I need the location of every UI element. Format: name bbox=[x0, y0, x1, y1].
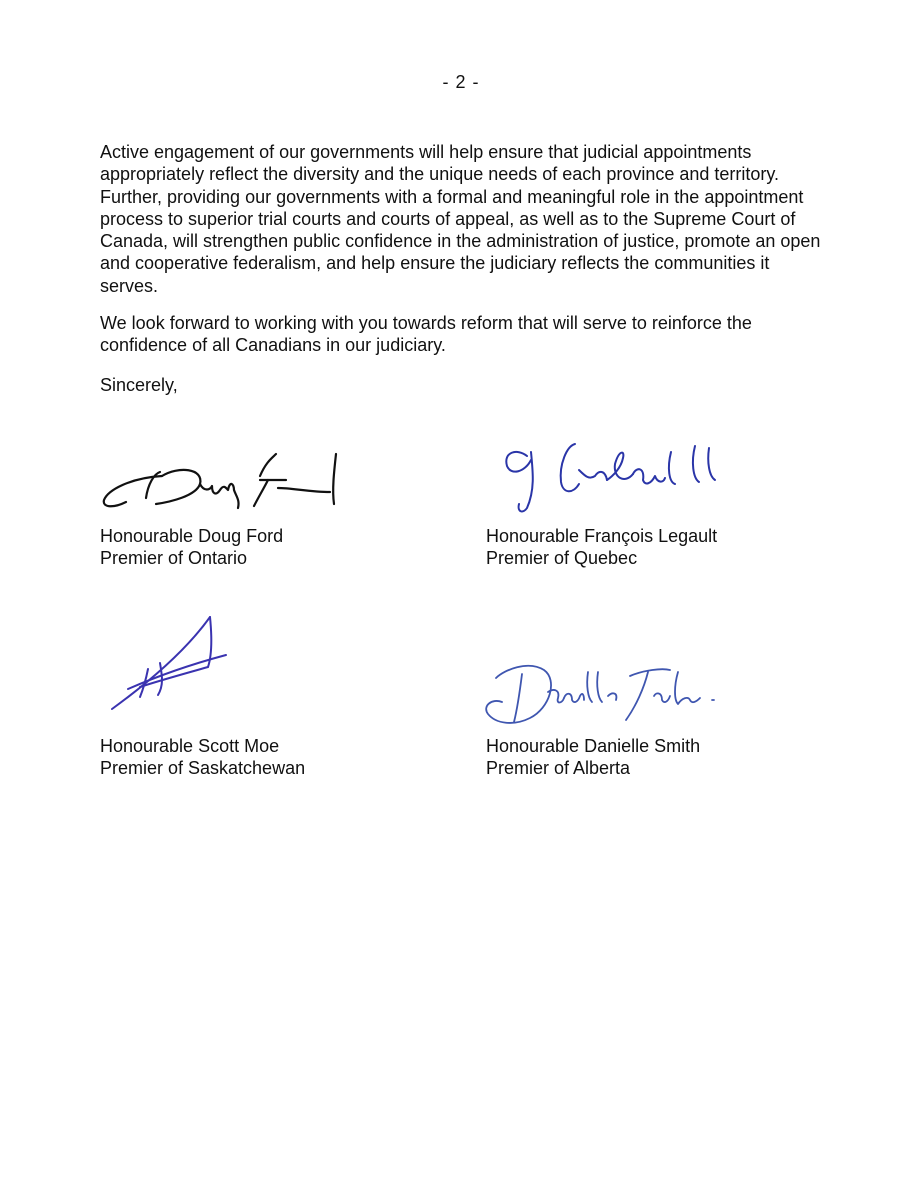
signatory-name: Honourable François Legault bbox=[486, 526, 718, 546]
closing-salutation: Sincerely, bbox=[100, 375, 178, 395]
signatory-title: Premier of Ontario bbox=[100, 548, 248, 568]
signatory-title: Premier of Saskatchewan bbox=[100, 758, 306, 778]
signatory-name: Honourable Doug Ford bbox=[100, 526, 284, 546]
paragraph-judicial-appointments: Active engagement of our governments will help ensure that judicial appointments appropriately reflect the diversity and the unique needs of each province and territory. Further, providing our governments with a formal and meaningful role in the appointment process to superior trial courts and courts of appeal, as well as to the Supreme Court of Canada, will strengthen public confidence in the administration of justice, promote an open and cooperative federalism, and help ensure the judiciary reflects the communities it serves. bbox=[100, 142, 821, 296]
signatory-saskatchewan bbox=[100, 735, 305, 779]
signatory-quebec bbox=[486, 525, 717, 569]
signature-doug-ford bbox=[100, 440, 370, 520]
signatory-title: Premier of Quebec bbox=[486, 548, 638, 568]
signatory-title: Premier of Alberta bbox=[486, 758, 631, 778]
signatory-alberta bbox=[486, 735, 700, 779]
page-number: - 2 - bbox=[442, 72, 480, 92]
paragraph-reform: We look forward to working with you towards reform that will serve to reinforce the confidence of all Canadians in our judiciary. bbox=[100, 313, 752, 356]
signatory-ontario bbox=[100, 525, 283, 569]
signature-scott-moe bbox=[100, 605, 260, 720]
signatory-name: Honourable Danielle Smith bbox=[486, 736, 701, 756]
signature-francois-legault bbox=[495, 428, 735, 518]
signature-danielle-smith bbox=[478, 648, 738, 733]
signatory-name: Honourable Scott Moe bbox=[100, 736, 280, 756]
